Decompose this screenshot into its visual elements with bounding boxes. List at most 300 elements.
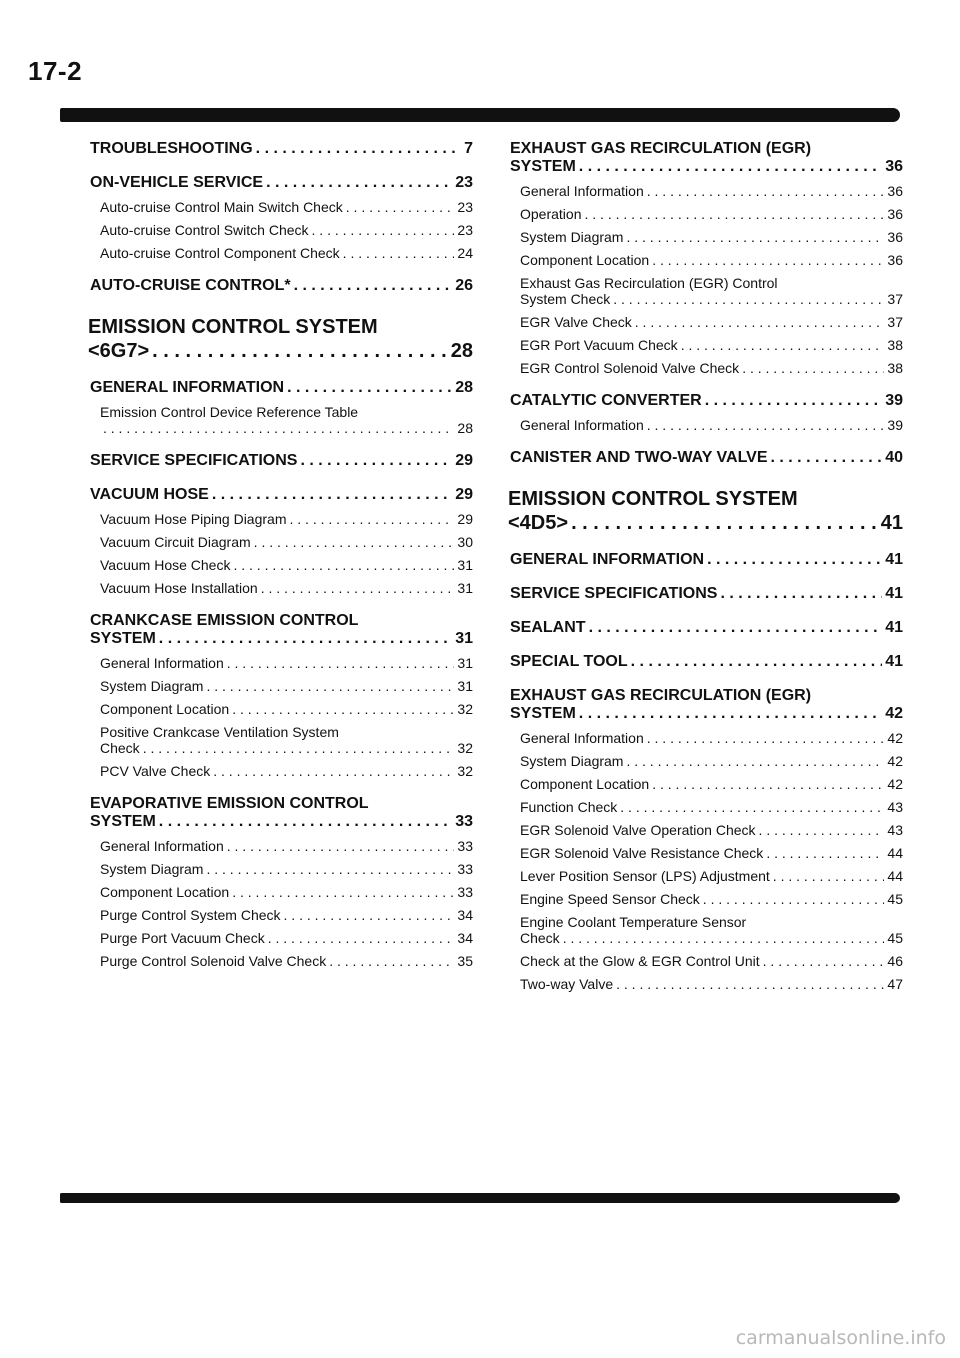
toc-entry[interactable] (90, 795, 473, 831)
toc-entry-row (510, 705, 903, 723)
toc-entry[interactable] (520, 206, 903, 222)
toc-entry-row (520, 417, 903, 433)
toc-entry[interactable] (520, 337, 903, 353)
toc-entry-row (90, 277, 473, 295)
toc-entry-title: VACUUM HOSE (90, 486, 209, 503)
toc-entry[interactable] (100, 763, 473, 779)
dot-leader (152, 339, 448, 363)
toc-entry[interactable] (520, 360, 903, 376)
toc-page-number: 33 (457, 861, 473, 877)
toc-entry-title: SEALANT (510, 619, 586, 636)
toc-entry-title: Two-way Valve (520, 976, 614, 992)
top-rule (60, 108, 900, 122)
toc-entry-row (100, 907, 473, 923)
toc-page-number: 31 (455, 630, 473, 647)
toc-entry-title: Lever Position Sensor (LPS) Adjustment (520, 868, 770, 884)
toc-entry-row (520, 822, 903, 838)
toc-entry[interactable] (100, 199, 473, 215)
toc-page-number: 29 (455, 486, 473, 503)
toc-entry-row (520, 868, 903, 884)
toc-entry-title-line: Engine Coolant Temperature Sensor (520, 914, 747, 930)
toc-entry-row (510, 449, 903, 467)
dot-leader (233, 557, 454, 573)
toc-entry-title: Auto-cruise Control Component Check (100, 245, 340, 261)
toc-entry-title-line: Exhaust Gas Recirculation (EGR) Control (520, 275, 778, 291)
dot-leader (584, 206, 884, 222)
dot-leader (103, 420, 454, 436)
dot-leader (213, 763, 454, 779)
toc-entry-row (100, 222, 473, 238)
toc-entry[interactable] (520, 183, 903, 199)
dot-leader (300, 452, 452, 470)
toc-page-number: 33 (457, 884, 473, 900)
dot-leader (268, 930, 455, 946)
toc-entry-title: Check at the Glow & EGR Control Unit (520, 953, 760, 969)
toc-page-number: 41 (885, 551, 903, 568)
toc-page-number: 23 (457, 199, 473, 215)
toc-page-number: 44 (887, 868, 903, 884)
toc-entry-title: SERVICE SPECIFICATIONS (90, 452, 298, 469)
toc-entry-title: Auto-cruise Control Switch Check (100, 222, 309, 238)
toc-entry[interactable] (100, 245, 473, 261)
toc-page-number: 32 (457, 701, 473, 717)
dot-leader (681, 337, 885, 353)
dot-leader (212, 486, 452, 504)
watermark: carmanualsonline.info (735, 1327, 946, 1349)
toc-entry-title: System Check (520, 291, 611, 307)
toc-entry-row (100, 861, 473, 877)
toc-entry[interactable] (510, 551, 903, 569)
toc-entry[interactable] (520, 799, 903, 815)
toc-entry-row (100, 953, 473, 969)
dot-leader (579, 705, 882, 723)
toc-page-number: 41 (885, 653, 903, 670)
dot-leader (206, 861, 454, 877)
toc-entry-title-line: EMISSION CONTROL SYSTEM (88, 316, 378, 338)
dot-leader (652, 252, 884, 268)
toc-page-number: 45 (887, 930, 903, 946)
toc-page-number: 31 (457, 655, 473, 671)
toc-page-number: 23 (455, 174, 473, 191)
toc-entry[interactable] (90, 174, 473, 192)
dot-leader (284, 907, 455, 923)
toc-page-number: 28 (455, 379, 473, 396)
toc-page-number: 34 (457, 930, 473, 946)
dot-leader (616, 976, 884, 992)
toc-entry-title: Function Check (520, 799, 618, 815)
toc-entry-row (100, 199, 473, 215)
toc-entry[interactable] (510, 687, 903, 723)
toc-entry-row (520, 360, 903, 376)
toc-entry-row (100, 740, 473, 756)
toc-entry-title-line: CRANKCASE EMISSION CONTROL (90, 612, 359, 629)
toc-entry-row (90, 486, 473, 504)
toc-entry[interactable] (90, 486, 473, 504)
toc-page-number: 35 (457, 953, 473, 969)
dot-leader (759, 822, 885, 838)
toc-entry-title: Vacuum Hose Installation (100, 580, 258, 596)
toc-entry-row (520, 891, 903, 907)
dot-leader (742, 360, 884, 376)
dot-leader (579, 158, 882, 176)
toc-page-number: 33 (455, 813, 473, 830)
toc-page-number: 36 (887, 229, 903, 245)
toc-entry[interactable] (100, 884, 473, 900)
bottom-rule (60, 1193, 900, 1203)
toc-page-number: 28 (457, 420, 473, 436)
toc-entry-title: PCV Valve Check (100, 763, 211, 779)
page-number: 17-2 (28, 56, 83, 86)
toc-page-number: 37 (887, 314, 903, 330)
toc-entry-title: GENERAL INFORMATION (90, 379, 285, 396)
dot-leader (620, 799, 884, 815)
toc-entry[interactable] (520, 845, 903, 861)
toc-entry-row (510, 585, 903, 603)
dot-leader (290, 511, 455, 527)
toc-page-number: 37 (887, 291, 903, 307)
toc-entry-row (520, 845, 903, 861)
toc-page-number: 45 (887, 891, 903, 907)
dot-leader (626, 229, 884, 245)
toc-entry-title: Component Location (100, 701, 230, 717)
toc-entry-title-line: EXHAUST GAS RECIRCULATION (EGR) (510, 140, 812, 157)
dot-leader (647, 730, 885, 746)
toc-entry-title: Vacuum Hose Check (100, 557, 231, 573)
dot-leader (256, 140, 461, 158)
dot-leader (329, 953, 454, 969)
dot-leader (631, 653, 883, 671)
toc-entry[interactable] (520, 976, 903, 992)
toc-entry-row (520, 730, 903, 746)
dot-leader (143, 740, 455, 756)
toc-entry-title: GENERAL INFORMATION (510, 551, 705, 568)
dot-leader (720, 585, 882, 603)
toc-entry[interactable] (100, 678, 473, 694)
dot-leader (705, 392, 882, 410)
toc-entry-row (520, 753, 903, 769)
dot-leader (261, 580, 455, 596)
toc-entry-row (520, 930, 903, 946)
toc-entry-title-line: Positive Crankcase Ventilation System (100, 724, 339, 740)
toc-entry-title: General Information (100, 655, 224, 671)
dot-leader (287, 379, 452, 397)
dot-leader (159, 813, 452, 831)
toc-entry-row (90, 452, 473, 470)
toc-page-number: 39 (887, 417, 903, 433)
toc-entry-title: SYSTEM (510, 158, 576, 175)
toc-page-number: 7 (464, 140, 473, 157)
toc-page-number: 31 (457, 580, 473, 596)
dot-leader (294, 277, 453, 295)
toc-entry[interactable] (510, 585, 903, 603)
toc-entry-title-line: Emission Control Device Reference Table (100, 404, 359, 420)
toc-entry[interactable] (100, 724, 473, 756)
toc-entry-title: System Diagram (100, 861, 204, 877)
toc-entry[interactable] (520, 953, 903, 969)
toc-entry[interactable] (520, 730, 903, 746)
toc-entry[interactable] (100, 534, 473, 550)
toc-entry-title: SYSTEM (90, 813, 156, 830)
toc-entry-row (90, 140, 473, 158)
toc-page-number: 29 (455, 452, 473, 469)
toc-entry[interactable] (90, 140, 473, 158)
dot-leader (227, 838, 455, 854)
toc-page-number: 46 (887, 953, 903, 969)
toc-entry-title: SYSTEM (510, 705, 576, 722)
toc-entry-title: Purge Control Solenoid Valve Check (100, 953, 327, 969)
toc-entry-row (100, 838, 473, 854)
toc-entry-row (90, 813, 473, 831)
toc-entry-title: General Information (100, 838, 224, 854)
toc-entry[interactable] (100, 701, 473, 717)
dot-leader (571, 511, 878, 535)
dot-leader (254, 534, 455, 550)
toc-page-number: 33 (457, 838, 473, 854)
toc-page-number: 47 (887, 976, 903, 992)
toc-entry-title: Purge Control System Check (100, 907, 281, 923)
toc-entry[interactable] (510, 140, 903, 176)
toc-entry-title: <6G7> (88, 340, 150, 362)
toc-entry-title: Engine Speed Sensor Check (520, 891, 700, 907)
dot-leader (647, 183, 885, 199)
toc-entry[interactable] (520, 753, 903, 769)
toc-page-number: 31 (457, 678, 473, 694)
dot-leader (206, 678, 454, 694)
toc-entry-title: Check (100, 740, 140, 756)
toc-page-number: 26 (455, 277, 473, 294)
dot-leader (346, 199, 455, 215)
toc-entry[interactable] (510, 449, 903, 467)
toc-entry[interactable] (90, 612, 473, 648)
toc-entry-row (100, 534, 473, 550)
toc-page-number: 32 (457, 740, 473, 756)
toc-entry-title: Component Location (520, 252, 650, 268)
toc-entry[interactable] (520, 314, 903, 330)
dot-leader (707, 551, 882, 569)
toc-page-number: 31 (457, 557, 473, 573)
toc-page-number: 30 (457, 534, 473, 550)
toc-entry-title: General Information (520, 730, 644, 746)
toc-entry-title: EGR Valve Check (520, 314, 632, 330)
toc-entry[interactable] (520, 822, 903, 838)
toc-page-number: 40 (885, 449, 903, 466)
toc-entry-title: System Diagram (520, 753, 624, 769)
toc-entry-row (520, 252, 903, 268)
dot-leader (232, 884, 454, 900)
toc-entry-title: Vacuum Hose Piping Diagram (100, 511, 287, 527)
toc-entry-row (520, 953, 903, 969)
toc-entry-title: System Diagram (100, 678, 204, 694)
toc-entry[interactable] (100, 953, 473, 969)
toc-left-column (88, 140, 473, 969)
toc-entry-title: EGR Port Vacuum Check (520, 337, 678, 353)
toc-entry[interactable] (508, 487, 903, 535)
toc-page-number: 43 (887, 822, 903, 838)
toc-entry[interactable] (520, 914, 903, 946)
toc-entry-title: EGR Solenoid Valve Operation Check (520, 822, 756, 838)
toc-page-number: 36 (885, 158, 903, 175)
toc-entry-title: CATALYTIC CONVERTER (510, 392, 702, 409)
dot-leader (563, 930, 885, 946)
dot-leader (763, 953, 885, 969)
toc-entry-row (510, 619, 903, 637)
toc-entry-title: Component Location (100, 884, 230, 900)
toc-entry[interactable] (100, 930, 473, 946)
toc-entry-title: <4D5> (508, 512, 569, 534)
toc-entry[interactable] (520, 275, 903, 307)
toc-page-number: 29 (457, 511, 473, 527)
toc-page-number: 42 (885, 705, 903, 722)
toc-entry[interactable] (100, 861, 473, 877)
toc-entry-title: Auto-cruise Control Main Switch Check (100, 199, 343, 215)
toc-entry[interactable] (510, 653, 903, 671)
toc-entry-row (520, 291, 903, 307)
toc-page-number: 38 (887, 360, 903, 376)
toc-entry-row (510, 158, 903, 176)
toc-entry-row (510, 653, 903, 671)
toc-entry-title-line: EMISSION CONTROL SYSTEM (508, 488, 798, 510)
toc-entry-row (520, 229, 903, 245)
toc-entry[interactable] (520, 868, 903, 884)
dot-leader (773, 868, 885, 884)
toc-entry-row (100, 884, 473, 900)
toc-entry-title: Operation (520, 206, 582, 222)
toc-entry-row (100, 678, 473, 694)
toc-entry[interactable] (90, 452, 473, 470)
toc-right-column (508, 140, 903, 992)
toc-entry-row (510, 392, 903, 410)
toc-page-number: 36 (887, 183, 903, 199)
toc-entry-title: General Information (520, 183, 644, 199)
toc-entry[interactable] (100, 222, 473, 238)
toc-page-number: 39 (885, 392, 903, 409)
toc-entry-row (100, 420, 473, 436)
toc-entry-row (88, 339, 473, 363)
toc-entry-row (90, 174, 473, 192)
toc-entry-row (520, 776, 903, 792)
toc-page-number: 43 (887, 799, 903, 815)
toc-entry-row (520, 976, 903, 992)
toc-entry[interactable] (100, 580, 473, 596)
toc-page-number: 42 (887, 776, 903, 792)
toc-entry[interactable] (510, 619, 903, 637)
dot-leader (635, 314, 885, 330)
toc-entry-title: Check (520, 930, 560, 946)
dot-leader (766, 845, 884, 861)
toc-entry-title: SERVICE SPECIFICATIONS (510, 585, 718, 602)
toc-entry-title: EGR Solenoid Valve Resistance Check (520, 845, 764, 861)
toc-entry-title: ON-VEHICLE SERVICE (90, 174, 264, 191)
toc-entry-row (90, 379, 473, 397)
toc-page-number: 32 (457, 763, 473, 779)
toc-entry-row (100, 655, 473, 671)
toc-page-number: 42 (887, 730, 903, 746)
toc-entry-row (100, 580, 473, 596)
toc-entry-title: AUTO-CRUISE CONTROL* (90, 277, 291, 294)
toc-entry[interactable] (510, 392, 903, 410)
toc-entry[interactable] (100, 511, 473, 527)
toc-entry-title: General Information (520, 417, 644, 433)
dot-leader (312, 222, 455, 238)
toc-entry-row (520, 799, 903, 815)
toc-page-number: 36 (887, 206, 903, 222)
toc-entry[interactable] (520, 776, 903, 792)
dot-leader (703, 891, 885, 907)
toc-entry-title: Purge Port Vacuum Check (100, 930, 265, 946)
toc-entry[interactable] (88, 315, 473, 363)
toc-entry[interactable] (520, 229, 903, 245)
toc-entry-title: SPECIAL TOOL (510, 653, 628, 670)
toc-entry-row (520, 314, 903, 330)
dot-leader (159, 630, 452, 648)
toc-entry-row (100, 511, 473, 527)
toc-entry-row (100, 557, 473, 573)
toc-entry-row (100, 763, 473, 779)
dot-leader (227, 655, 455, 671)
toc-page-number: 34 (457, 907, 473, 923)
dot-leader (771, 449, 883, 467)
toc-entry-row (520, 337, 903, 353)
toc-entry[interactable] (90, 379, 473, 397)
toc-entry[interactable] (100, 907, 473, 923)
toc-entry[interactable] (100, 655, 473, 671)
toc-entry-row (90, 630, 473, 648)
toc-entry[interactable] (520, 252, 903, 268)
dot-leader (232, 701, 454, 717)
toc-page-number: 36 (887, 252, 903, 268)
toc-page-number: 42 (887, 753, 903, 769)
toc-entry-row (520, 183, 903, 199)
toc-entry-row (520, 206, 903, 222)
dot-leader (343, 245, 455, 261)
toc-entry-title: System Diagram (520, 229, 624, 245)
toc-entry[interactable] (520, 891, 903, 907)
dot-leader (652, 776, 884, 792)
toc-entry-row (508, 511, 903, 535)
dot-leader (266, 174, 452, 192)
dot-leader (589, 619, 883, 637)
toc-page-number: 41 (885, 619, 903, 636)
dot-leader (647, 417, 885, 433)
toc-page-number: 44 (887, 845, 903, 861)
toc-entry[interactable] (90, 277, 473, 295)
toc-entry-row (100, 701, 473, 717)
toc-entry[interactable] (520, 417, 903, 433)
toc-page-number: 41 (880, 512, 903, 534)
toc-entry-row (510, 551, 903, 569)
toc-entry-row (100, 930, 473, 946)
dot-leader (626, 753, 884, 769)
toc-page-number: 41 (885, 585, 903, 602)
toc-entry-title: SYSTEM (90, 630, 156, 647)
toc-entry-row (100, 245, 473, 261)
toc-entry-title: CANISTER AND TWO-WAY VALVE (510, 449, 768, 466)
toc-entry-title-line: EVAPORATIVE EMISSION CONTROL (90, 795, 369, 812)
toc-page-number: 24 (457, 245, 473, 261)
toc-page-number: 28 (450, 340, 473, 362)
toc-entry-title: Component Location (520, 776, 650, 792)
toc-page-number: 38 (887, 337, 903, 353)
toc-entry-title: Vacuum Circuit Diagram (100, 534, 251, 550)
toc-entry-title-line: EXHAUST GAS RECIRCULATION (EGR) (510, 687, 812, 704)
toc-entry-title: TROUBLESHOOTING (90, 140, 253, 157)
toc-entry-title: EGR Control Solenoid Valve Check (520, 360, 740, 376)
dot-leader (613, 291, 884, 307)
toc-entry[interactable] (100, 838, 473, 854)
toc-entry[interactable] (100, 404, 473, 436)
toc-entry[interactable] (100, 557, 473, 573)
toc-page-number: 23 (457, 222, 473, 238)
